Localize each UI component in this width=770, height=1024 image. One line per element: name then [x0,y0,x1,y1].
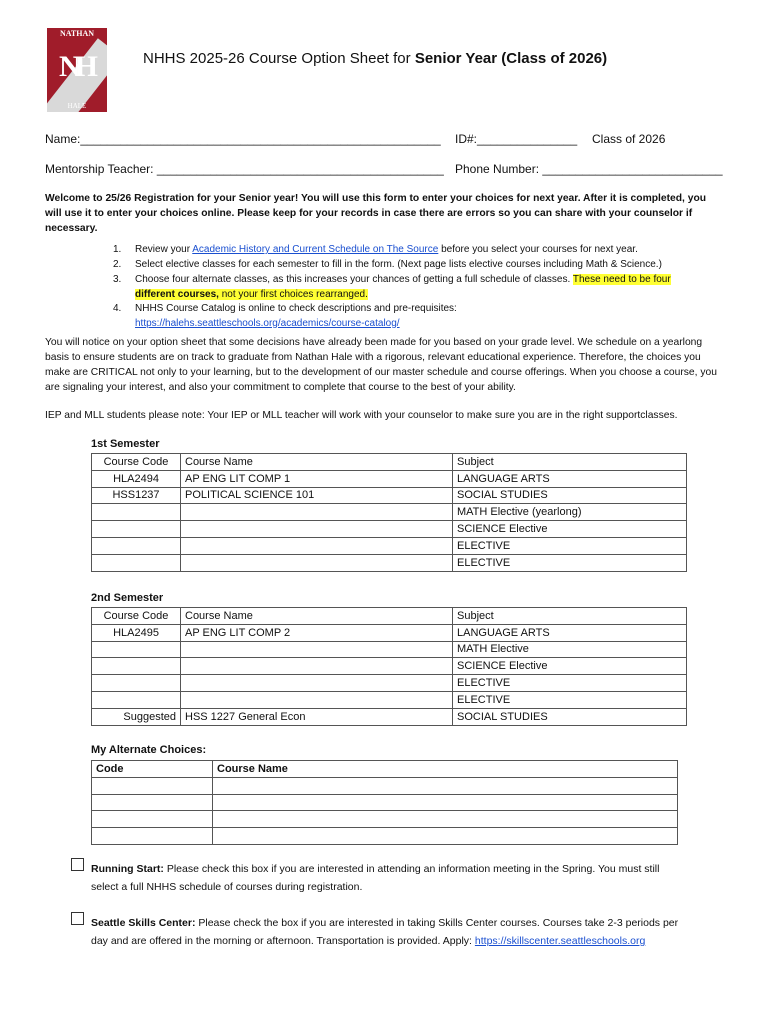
sem1-col-name: Course Name [181,454,453,471]
logo-monogram: NH [59,50,92,83]
alternates-header-row [92,761,678,778]
table-row [92,777,678,794]
sem1-heading: 1st Semester [91,438,160,450]
name-field-label: Name:______________________________________________________ [45,132,441,146]
table-row: ELECTIVE [92,675,687,692]
table-row: SCIENCE Elective [92,521,687,538]
table-row: ELECTIVE [92,691,687,708]
table-row: HLA2495 AP ENG LIT COMP 2 LANGUAGE ARTS [92,624,687,641]
sem2-col-name: Course Name [181,608,453,625]
sem1-col-code: Course Code [92,454,181,471]
sem2-heading: 2nd Semester [91,592,164,604]
class-of-label: Class of 2026 [592,132,666,146]
sem1-col-subject: Subject [453,454,687,471]
notice-paragraph: You will notice on your option sheet that some decisions have already been made for you based on your grade level. We schedule on a yearlong basis to ensure students are on track to graduate from Nathan Hale with a rigorous, relevant educational experience. Therefore, the choices you make are CRITICAL not only to your learning, but to the development of our master schedule and course offerings. When you choose a course, you are signaling your interest, and also your commitment to complete that course to the best of your ability. [45,337,717,393]
page-title: NHHS 2025-26 Course Option Sheet for Senior Year (Class of 2026) [143,50,608,67]
table-row: MATH Elective (yearlong) [92,504,687,521]
alt-col-name: Course Name [213,761,678,778]
table-row: MATH Elective [92,641,687,658]
sem2-header-row [92,608,687,625]
running-start-checkbox[interactable] [71,858,84,871]
skills-center-checkbox[interactable] [71,912,84,925]
mentor-field-label: Mentorship Teacher: ___________________________________________ [45,162,444,176]
table-row: Suggested HSS 1227 General Econ SOCIAL STUDIES [92,708,687,725]
table-row: SCIENCE Elective [92,658,687,675]
skills-center-link[interactable]: https://skillscenter.seattleschools.org [474,935,646,947]
academic-history-link[interactable]: Academic History and Current Schedule on The Source [192,244,439,255]
id-field-label: ID#:_______________ [455,132,578,146]
table-row [92,811,678,828]
table-row: HLA2494 AP ENG LIT COMP 1 LANGUAGE ARTS [92,470,687,487]
sem1-header-row [92,454,687,471]
table-row [92,794,678,811]
sem2-col-code: Course Code [92,608,181,625]
table-row: ELECTIVE [92,537,687,554]
alternates-table [91,760,678,845]
instruction-steps: 1. Review your Academic History and Current Schedule on The Source before you select your courses for next year. 2. Select elective classes for each semester to fill in the form. (Next page lists elective courses including Math & Science.) 3. Choose four alternate classes, as this increases your chances of getting a full schedule of classes. These need to be four different courses, not your first choices rearranged. 4. NHHS Course Catalog is online to check descriptions and pre-requisites: https://halehs.seattleschools.org/academics/course-catalog/ [113,244,671,329]
phone-field-label: Phone Number: ___________________________ [455,162,723,176]
table-row: HSS1237 POLITICAL SCIENCE 101 SOCIAL STUDIES [92,487,687,504]
table-row [92,828,678,845]
school-logo [47,28,107,112]
alt-col-code: Code [92,761,213,778]
course-catalog-link[interactable]: https://halehs.seattleschools.org/academics/course-catalog/ [135,317,400,329]
iep-note: IEP and MLL students please note: Your IEP or MLL teacher will work with your counselor to make sure you are in the right supportclasses. [45,410,678,421]
logo-top-text: NATHAN [59,29,95,38]
intro-paragraph: Welcome to 25/26 Registration for your Senior year! You will use this form to enter your choices for next year. After it is completed, you will use it to enter your choices online. Please keep for your records in case there are errors so you can share with your counselor if necessary. [45,193,707,234]
skills-center-text: Seattle Skills Center: Please check the box if you are interested in taking Skills Center courses. Courses take 2-3 periods per day and are offered in the morning or afternoon. Transportation is provided. Apply: https://skillscenter.seattleschools.org [91,917,679,947]
sem2-table [91,607,687,726]
alternates-heading: My Alternate Choices: [91,744,207,756]
sem1-table [91,453,687,572]
running-start-text: Running Start: Please check this box if you are interested in attending an information meeting in the Spring. You must still select a full NHHS schedule of courses during registration. [91,863,660,893]
logo-bottom-text: HALE [67,102,87,110]
table-row: ELECTIVE [92,554,687,571]
sem2-col-subject: Subject [453,608,687,625]
